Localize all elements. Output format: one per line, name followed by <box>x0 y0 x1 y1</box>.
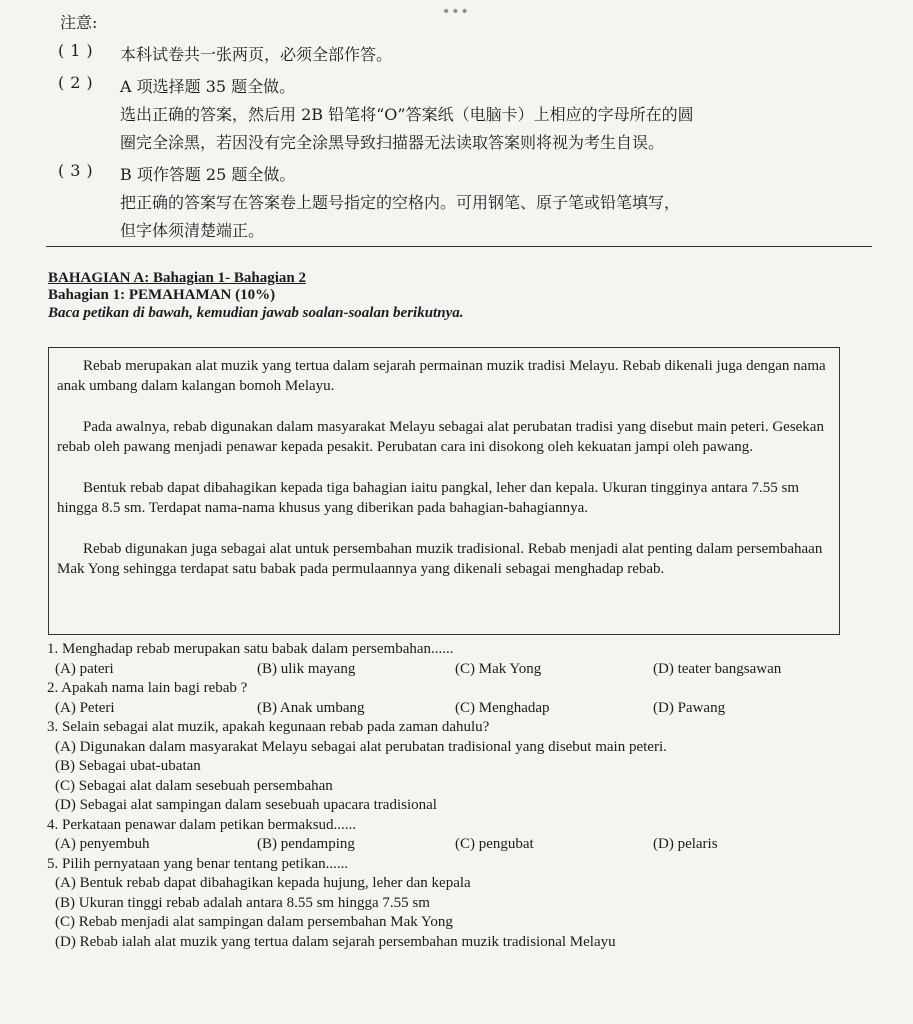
note-text: 圈完全涂黑，若因没有完全涂黑导致扫描器无法读取答案则将视为考生自误。 <box>120 133 665 152</box>
note-number: (2) <box>58 73 99 92</box>
note-text: B 项作答题 25 题全做。 <box>120 165 296 184</box>
question-item <box>47 816 827 855</box>
question-text: 3. Selain sebagai alat muzik, apakah kegunaan rebab pada zaman dahulu? <box>47 719 490 735</box>
answer-option: (A) pateri <box>55 660 114 677</box>
note-text: 把正确的答案写在答案卷上题号指定的空格内。可用钢笔、原子笔或铅笔填写， <box>120 193 681 212</box>
notes-title: 注意: <box>60 13 98 32</box>
note-text: A 项选择题 35 题全做。 <box>120 77 296 96</box>
more-options-icon[interactable]: ••• <box>442 4 470 20</box>
answer-option: (D) Pawang <box>653 699 726 716</box>
answer-option: (D) Rebab ialah alat muzik yang tertua dalam sejarah persembahan muzik tradisional Melayu <box>55 933 616 950</box>
answer-option: (B) Ukuran tinggi rebab adalah antara 8.55 sm hingga 7.55 sm <box>55 894 430 911</box>
answer-option: (D) Sebagai alat sampingan dalam sesebuah upacara tradisional <box>55 797 437 813</box>
note-number: (1) <box>58 41 99 60</box>
question-item <box>47 718 827 816</box>
question-text: 4. Perkataan penawar dalam petikan bermaksud...... <box>47 816 357 833</box>
section-subheading: Bahagian 1: PEMAHAMAN (10%) <box>48 287 276 303</box>
answer-options <box>47 835 827 855</box>
question-list <box>47 640 827 952</box>
answer-option: (C) Sebagai alat dalam sesebuah persembahan <box>55 777 333 794</box>
question-text: 5. Pilih pernyataan yang benar tentang petikan...... <box>47 855 349 872</box>
reading-passage <box>48 347 840 635</box>
note-item <box>58 161 868 245</box>
answer-option: (A) Bentuk rebab dapat dibahagikan kepada hujung, leher dan kepala <box>55 875 471 891</box>
answer-option: (D) pelaris <box>653 836 718 852</box>
answer-option: (D) teater bangsawan <box>653 660 782 677</box>
answer-options <box>47 660 827 680</box>
passage-paragraph: Rebab digunakan juga sebagai alat untuk persembahan muzik tradisional. Rebab menjadi alat penting dalam persembahaan Mak Yong sehingga terdapat satu babak pada permulaannya yang dikenali sebagai menghadap rebab. <box>57 541 823 577</box>
passage-paragraph: Bentuk rebab dapat dibahagikan kepada tiga bahagian iaitu pangkal, leher dan kepala. Ukuran tingginya antara 7.55 sm hingga 8.5 sm. Terdapat nama-nama khusus yang diberikan pada bahagian-bahagiannya. <box>57 480 799 516</box>
note-text: 但字体须清楚端正。 <box>120 221 265 240</box>
section-divider <box>46 246 872 247</box>
section-instruction: Baca petikan di bawah, kemudian jawab soalan-soalan berikutnya. <box>48 305 464 321</box>
answer-option: (C) Mak Yong <box>455 660 542 677</box>
question-item <box>47 679 827 718</box>
question-item <box>47 855 827 953</box>
instructions-notes <box>58 10 868 249</box>
note-item <box>58 41 868 69</box>
note-text: 本科试卷共一张两页，必须全部作答。 <box>120 45 393 64</box>
answer-option: (C) Rebab menjadi alat sampingan dalam persembahan Mak Yong <box>55 914 453 930</box>
answer-option: (B) ulik mayang <box>257 660 356 677</box>
note-item <box>58 73 868 157</box>
note-number: (3) <box>58 161 99 180</box>
answer-option: (B) Anak umbang <box>257 699 365 716</box>
passage-paragraph: Pada awalnya, rebab digunakan dalam masyarakat Melayu sebagai alat perubatan tradisi yang disebut main peteri. Gesekan rebab oleh pawang menjadi penawar kepada pesakit. Perubatan cara ini disokong oleh kekuatan jampi oleh pawang. <box>57 419 824 455</box>
answer-option: (C) pengubat <box>455 836 534 852</box>
note-text: 选出正确的答案，然后用 2B 铅笔将“O”答案纸（电脑卡）上相应的字母所在的圆 <box>120 105 694 124</box>
question-text: 1. Menghadap rebab merupakan satu babak dalam persembahan...... <box>47 641 454 657</box>
answer-option: (B) Sebagai ubat-ubatan <box>55 758 201 774</box>
answer-option: (A) Digunakan dalam masyarakat Melayu sebagai alat perubatan tradisional yang disebut main peteri. <box>55 738 667 755</box>
passage-paragraph: Rebab merupakan alat muzik yang tertua dalam sejarah permainan muzik tradisi Melayu. Rebab dikenali juga dengan nama anak umbang dalam kalangan bomoh Melayu. <box>57 358 826 394</box>
answer-options <box>47 699 827 719</box>
answer-option: (B) pendamping <box>257 836 355 852</box>
answer-option: (C) Menghadap <box>455 699 550 716</box>
section-heading: BAHAGIAN A: Bahagian 1- Bahagian 2 <box>48 270 306 286</box>
question-text: 2. Apakah nama lain bagi rebab ? <box>47 680 248 696</box>
question-item <box>47 640 827 679</box>
section-header <box>48 270 463 323</box>
answer-option: (A) penyembuh <box>55 836 150 852</box>
answer-option: (A) Peteri <box>55 699 115 716</box>
